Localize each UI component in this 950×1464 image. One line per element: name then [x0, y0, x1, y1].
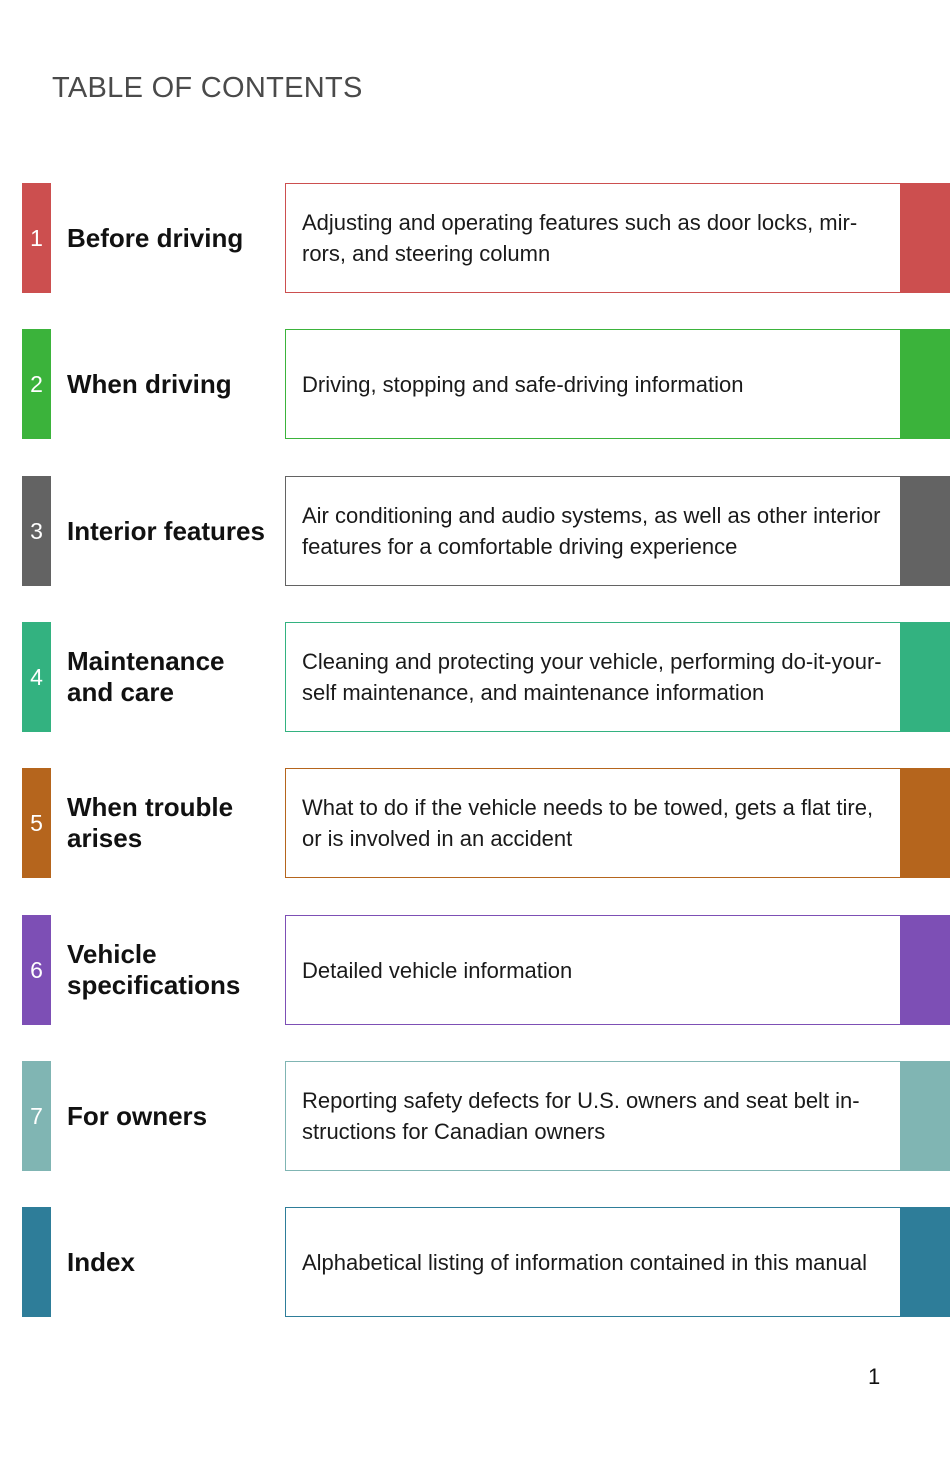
section-description: Detailed vehicle information: [302, 957, 573, 983]
toc-row-6[interactable]: [0, 915, 950, 1025]
section-color-tab[interactable]: [901, 915, 950, 1025]
section-number-tab[interactable]: 2: [22, 329, 51, 439]
section-number-tab[interactable]: 3: [22, 476, 51, 586]
section-title[interactable]: Interior features: [67, 515, 265, 546]
section-color-tab[interactable]: [901, 476, 950, 586]
section-color-tab[interactable]: [901, 768, 950, 878]
section-title[interactable]: Maintenance and care: [67, 646, 225, 707]
section-color-tab[interactable]: [901, 183, 950, 293]
section-number-tab[interactable]: 4: [22, 622, 51, 732]
section-color-tab[interactable]: [901, 622, 950, 732]
page-title: TABLE OF CONTENTS: [52, 72, 363, 104]
section-description-box: [285, 183, 901, 293]
toc-row-2[interactable]: [0, 329, 950, 439]
section-description: What to do if the vehicle needs to be towed, gets a flat tire, or is involved in an accident: [302, 795, 874, 851]
section-color-tab[interactable]: [901, 1207, 950, 1317]
section-description-box: [285, 622, 901, 732]
section-description: Driving, stopping and safe-driving information: [302, 371, 744, 397]
section-number-tab[interactable]: [22, 1207, 51, 1317]
section-number-tab[interactable]: 1: [22, 183, 51, 293]
section-description-box: [285, 768, 901, 878]
toc-row-4[interactable]: [0, 622, 950, 732]
toc-row-1[interactable]: [0, 183, 950, 293]
toc-row-5[interactable]: [0, 768, 950, 878]
section-title[interactable]: Before driving: [67, 222, 244, 253]
toc-row-7[interactable]: [0, 1061, 950, 1171]
section-title[interactable]: For owners: [67, 1100, 208, 1131]
section-number-tab[interactable]: 5: [22, 768, 51, 878]
section-description: Cleaning and protecting your vehicle, performing do-it-your-self maintenance, and maintenance information: [302, 649, 882, 705]
section-description-box: [285, 476, 901, 586]
section-description-box: [285, 329, 901, 439]
section-title[interactable]: When driving: [67, 368, 232, 399]
section-description: Adjusting and operating features such as door locks, mir-rors, and steering column: [302, 210, 858, 266]
section-description-box: [285, 1207, 901, 1317]
section-title[interactable]: Vehicle specifications: [67, 939, 241, 1000]
toc-row-8[interactable]: [0, 1207, 950, 1317]
toc-row-3[interactable]: [0, 476, 950, 586]
section-color-tab[interactable]: [901, 1061, 950, 1171]
section-description-box: [285, 915, 901, 1025]
section-description: Air conditioning and audio systems, as well as other interior features for a comfortable driving experience: [302, 503, 881, 559]
section-title[interactable]: Index: [67, 1246, 135, 1277]
section-color-tab[interactable]: [901, 329, 950, 439]
page-number: 1: [868, 1364, 881, 1389]
section-title[interactable]: When trouble arises: [67, 792, 234, 853]
section-number-tab[interactable]: 6: [22, 915, 51, 1025]
section-description: Reporting safety defects for U.S. owners and seat belt in-structions for Canadian owners: [302, 1088, 860, 1144]
section-description-box: [285, 1061, 901, 1171]
section-description: Alphabetical listing of information contained in this manual: [302, 1249, 867, 1275]
section-number-tab[interactable]: 7: [22, 1061, 51, 1171]
